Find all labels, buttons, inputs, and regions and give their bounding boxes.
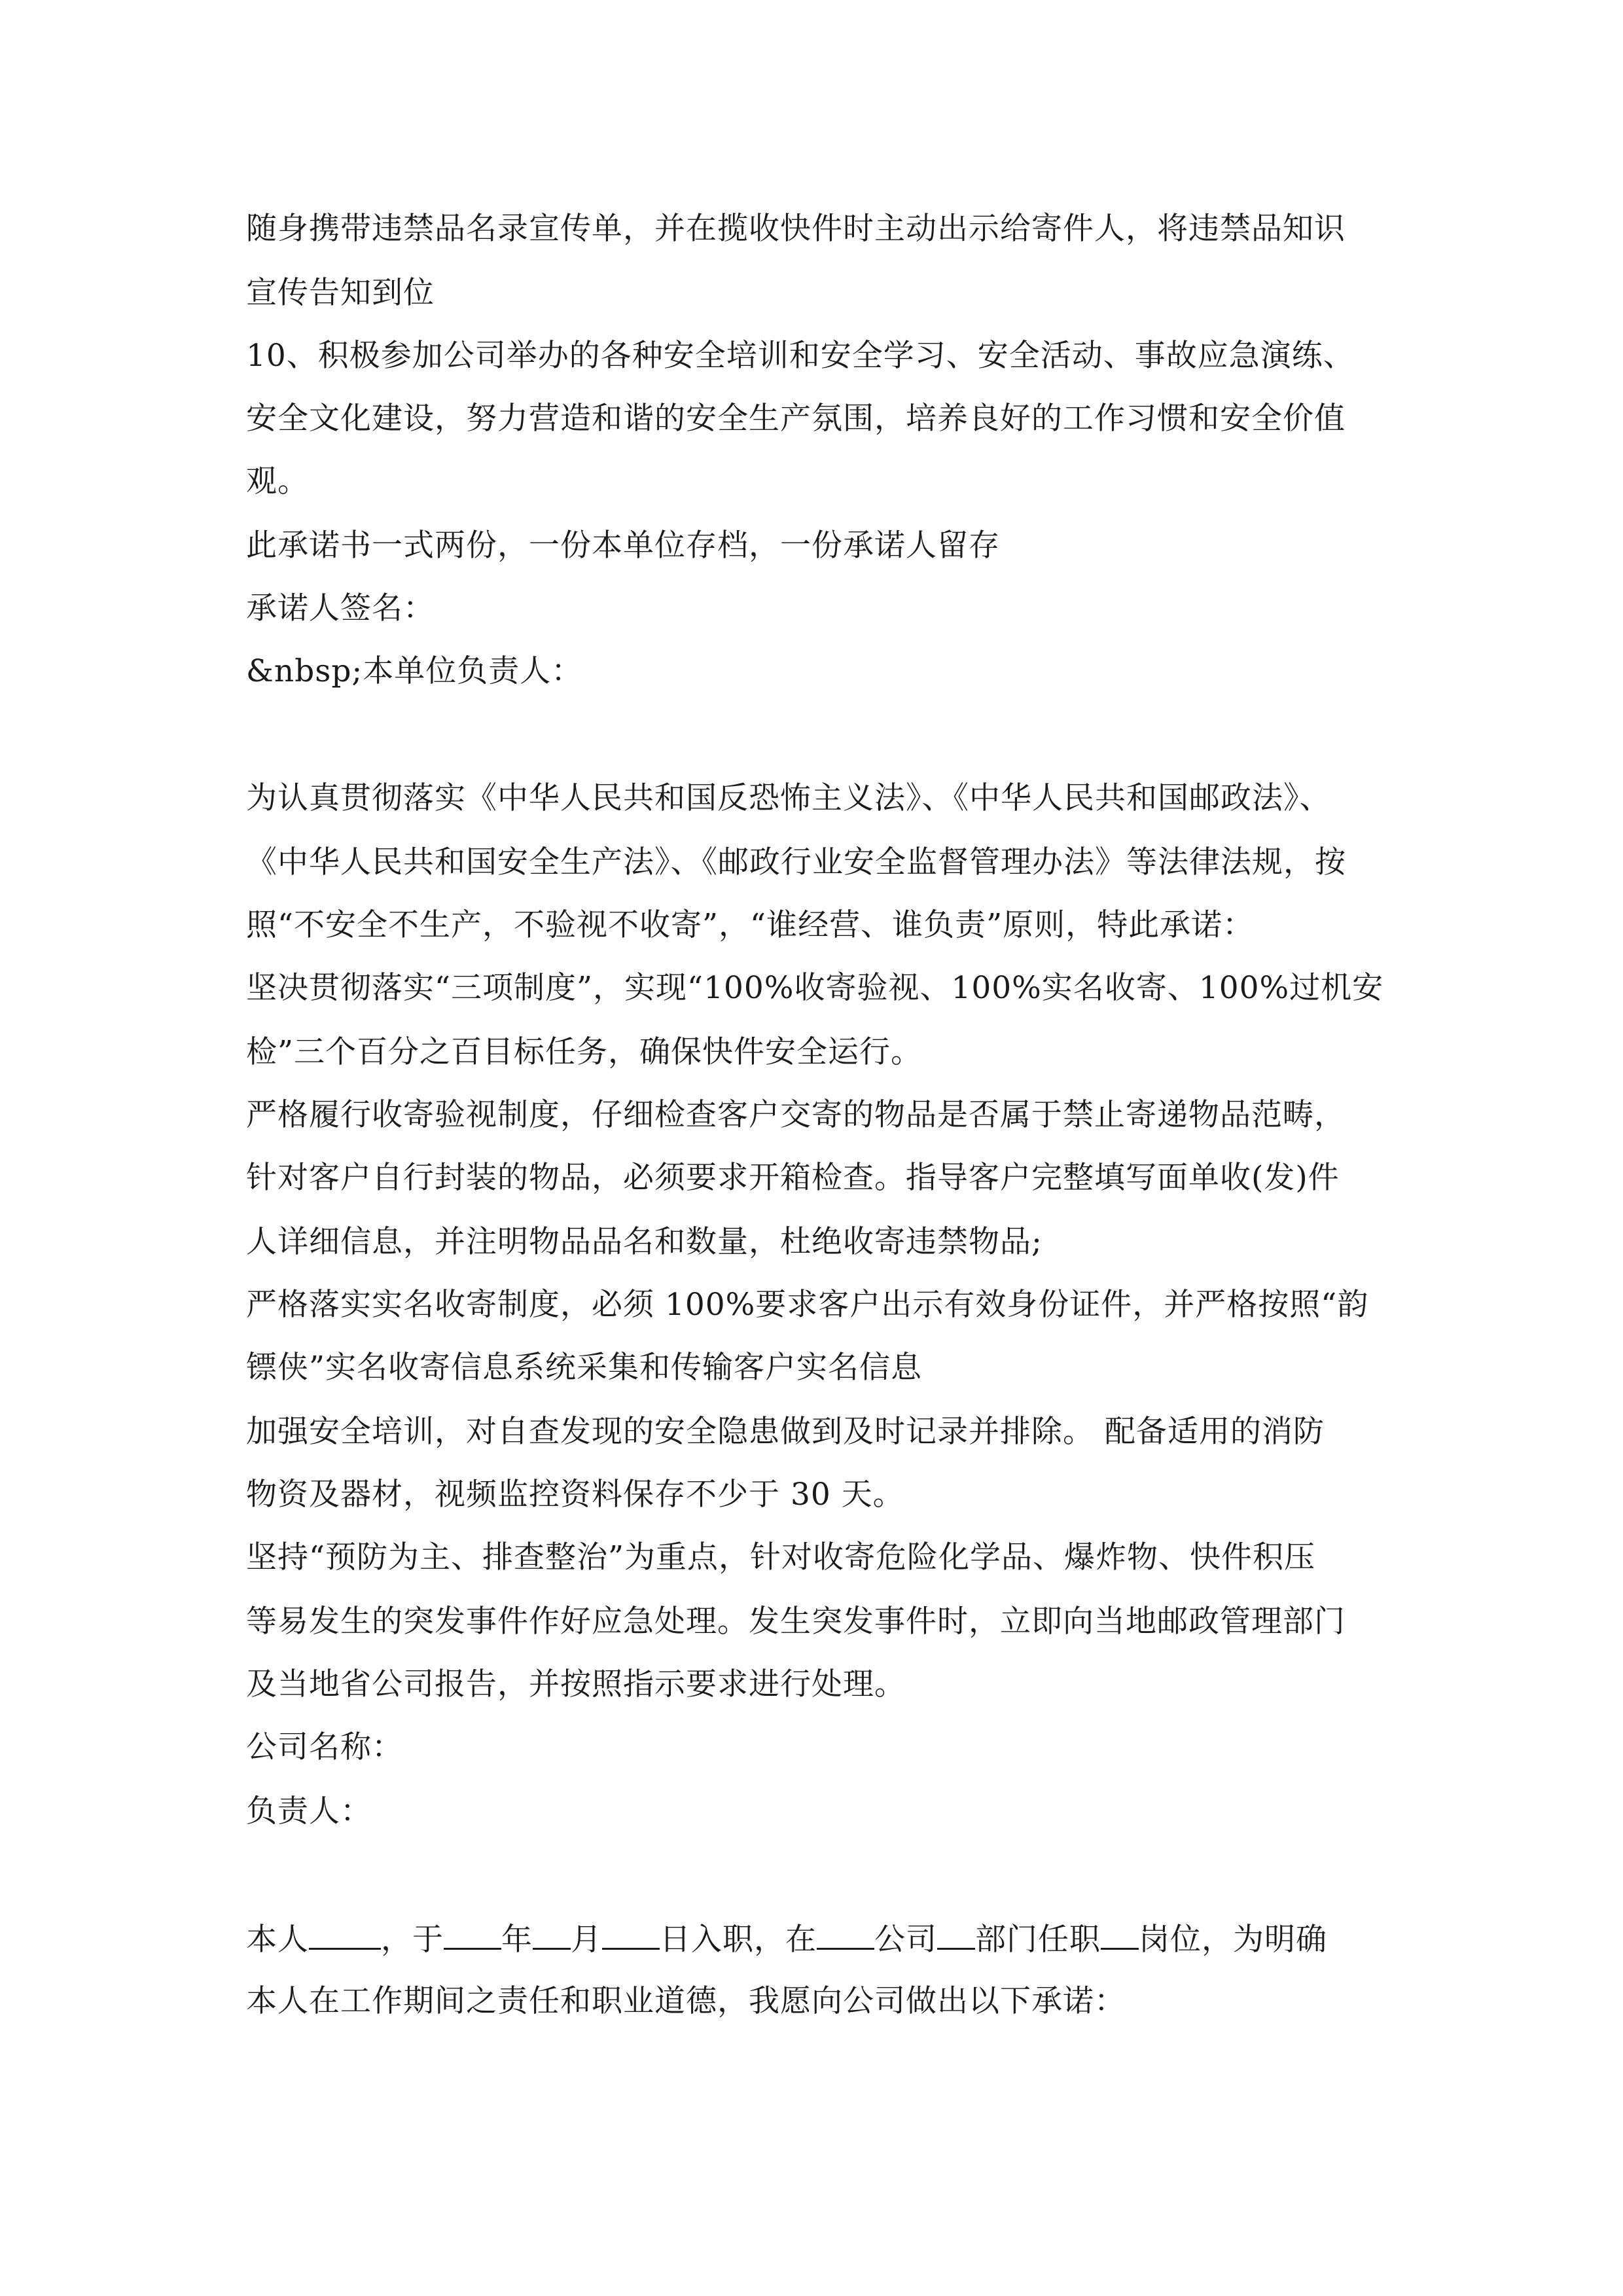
text-segment: 部门任职 [975, 1922, 1101, 1958]
year-blank[interactable] [444, 1919, 501, 1950]
paragraph-line: 物资及器材，视频监控资料保存不少于 30 天。 [246, 1477, 904, 1513]
paragraph-line: 此承诺书一式两份，一份本单位存档，一份承诺人留存 [246, 528, 1000, 564]
text-segment: ，于 [381, 1922, 444, 1958]
paragraph-line: 镖侠”实名收寄信息系统采集和传输客户实名信息 [246, 1350, 923, 1386]
day-blank[interactable] [602, 1919, 660, 1950]
signature-label: 承诺人签名： [246, 590, 435, 626]
paragraph-line: 检”三个百分之百目标任务，确保快件安全运行。 [246, 1034, 923, 1070]
supervisor-label: &nbsp;本单位负责人： [246, 653, 583, 689]
text-segment: 年 [501, 1922, 533, 1958]
paragraph-line: 照“不安全不生产，不验视不收寄”，“谁经营、谁负责”原则，特此承诺： [246, 907, 1255, 943]
responsible-person-label: 负责人： [246, 1793, 372, 1829]
text-segment: 月 [571, 1922, 602, 1958]
paragraph-line: 等易发生的突发事件作好应急处理。发生突发事件时，立即向当地邮政管理部门 [246, 1604, 1346, 1640]
paragraph-line: 严格履行收寄验视制度，仔细检查客户交寄的物品是否属于禁止寄递物品范畴， [246, 1097, 1346, 1133]
position-blank[interactable] [1101, 1919, 1139, 1950]
paragraph-line: 10、积极参加公司举办的各种安全培训和安全学习、安全活动、事故应急演练、 [246, 338, 1355, 374]
paragraph-line: 针对客户自行封装的物品，必须要求开箱检查。指导客户完整填写面单收(发)件 [246, 1160, 1340, 1196]
paragraph-line: 坚决贯彻落实“三项制度”，实现“100%收寄验视、100%实名收寄、100%过机安 [246, 970, 1384, 1006]
text-segment: 本人 [246, 1922, 309, 1958]
text-segment: 公司 [874, 1922, 937, 1958]
company-name-label: 公司名称： [246, 1729, 403, 1765]
paragraph-line: 观。 [246, 463, 309, 499]
paragraph-line: 为认真贯彻落实《中华人民共和国反恐怖主义法》、《中华人民共和国邮政法》、 [246, 780, 1331, 816]
name-blank[interactable] [309, 1919, 381, 1950]
fill-in-line [246, 1919, 1424, 1960]
paragraph-line: 加强安全培训，对自查发现的安全隐患做到及时记录并排除。 配备适用的消防 [246, 1414, 1325, 1450]
paragraph-line: 及当地省公司报告，并按照指示要求进行处理。 [246, 1666, 906, 1702]
month-blank[interactable] [533, 1919, 571, 1950]
paragraph-line: 本人在工作期间之责任和职业道德，我愿向公司做出以下承诺： [246, 1983, 1126, 2019]
company-blank[interactable] [817, 1919, 874, 1950]
text-segment: 岗位，为明确 [1139, 1922, 1327, 1958]
paragraph-line: 《中华人民共和国安全生产法》、《邮政行业安全监督管理办法》等法律法规，按 [246, 844, 1346, 880]
paragraph-line: 宣传告知到位 [246, 275, 435, 311]
paragraph-line: 随身携带违禁品名录宣传单，并在揽收快件时主动出示给寄件人，将违禁品知识 [246, 211, 1346, 247]
paragraph-line: 坚持“预防为主、排查整治”为重点，针对收寄危险化学品、爆炸物、快件积压 [246, 1539, 1316, 1575]
text-segment: 日入职，在 [660, 1922, 817, 1958]
department-blank[interactable] [937, 1919, 975, 1950]
paragraph-line: 安全文化建设，努力营造和谐的安全生产氛围，培养良好的工作习惯和安全价值 [246, 401, 1346, 437]
paragraph-line: 人详细信息，并注明物品品名和数量，杜绝收寄违禁物品; [246, 1224, 1043, 1260]
paragraph-line: 严格落实实名收寄制度，必须 100%要求客户出示有效身份证件，并严格按照“韵 [246, 1287, 1369, 1323]
